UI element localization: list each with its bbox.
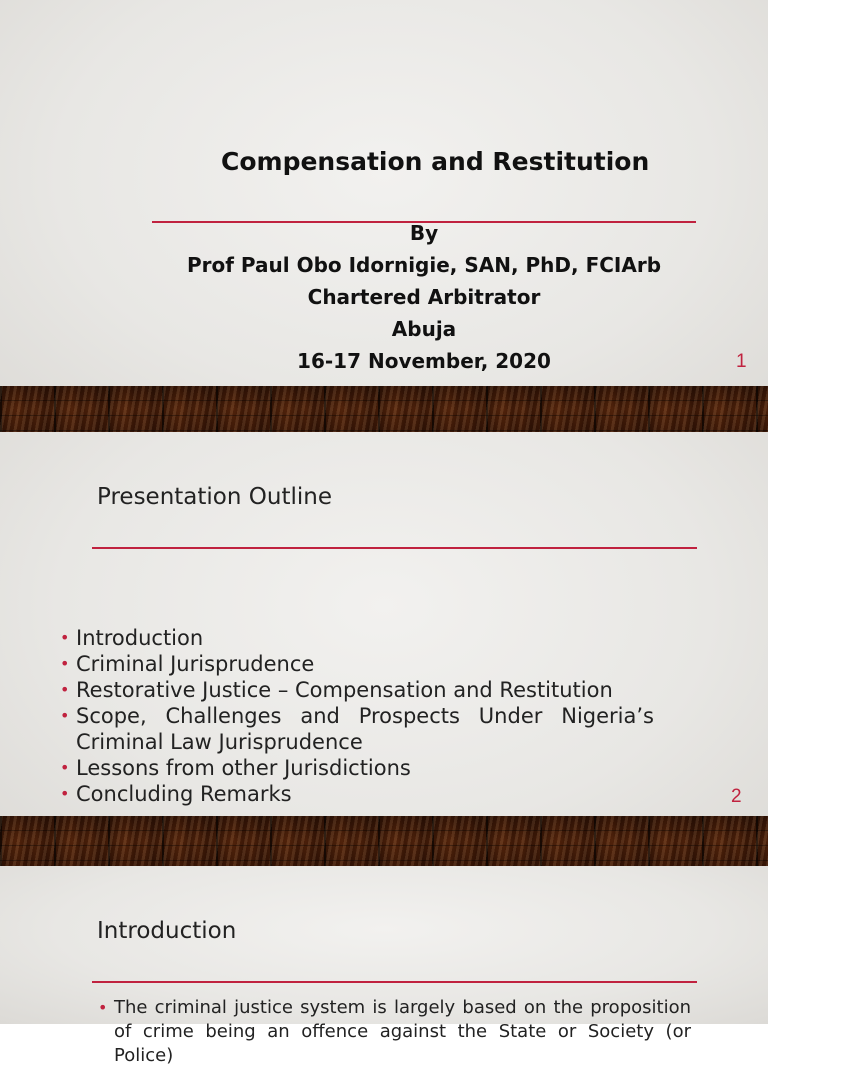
- list-item: • Scope, Challenges and Prospects Under Nigeria’s Criminal Law Jurisprudence: [60, 704, 654, 754]
- author-role: Chartered Arbitrator: [307, 285, 541, 309]
- bullet-icon: •: [60, 654, 70, 673]
- list-item: • The criminal justice system is largely based on the proposition of crime being an offence against the State or Society (or Police): [98, 997, 691, 1066]
- event-location: Abuja: [391, 317, 457, 341]
- wood-floor-decoration: [0, 816, 768, 866]
- author-by: By: [409, 221, 439, 245]
- slide-heading: Introduction: [97, 918, 237, 944]
- bullet-icon: •: [60, 706, 70, 725]
- author-name: Prof Paul Obo Idornigie, SAN, PhD, FCIArb: [186, 253, 662, 277]
- list-item: • Concluding Remarks: [60, 782, 292, 806]
- slide-1: [0, 0, 768, 432]
- heading-divider: [92, 547, 697, 549]
- slide-heading: Presentation Outline: [97, 484, 332, 510]
- bullet-icon: •: [60, 784, 70, 803]
- bullet-icon: •: [98, 998, 108, 1017]
- event-date: 16-17 November, 2020: [297, 349, 551, 373]
- slide-3: [0, 866, 768, 1066]
- list-item: • Restorative Justice – Compensation and Restitution: [60, 678, 613, 702]
- heading-divider: [92, 981, 697, 983]
- intro-list: [98, 996, 691, 1068]
- slide-number: 1: [736, 351, 747, 372]
- bullet-icon: •: [60, 628, 70, 647]
- list-item: • Criminal Jurisprudence: [60, 652, 315, 676]
- slide-number: 2: [731, 786, 742, 807]
- outline-list: [60, 625, 654, 807]
- bullet-icon: •: [60, 758, 70, 777]
- list-item: • Introduction: [60, 626, 204, 650]
- slide-title: Compensation and Restitution: [221, 147, 650, 176]
- wood-floor-decoration: [0, 386, 768, 432]
- list-item: • Lessons from other Jurisdictions: [60, 756, 411, 780]
- bullet-icon: •: [60, 680, 70, 699]
- slide-2: [0, 432, 768, 866]
